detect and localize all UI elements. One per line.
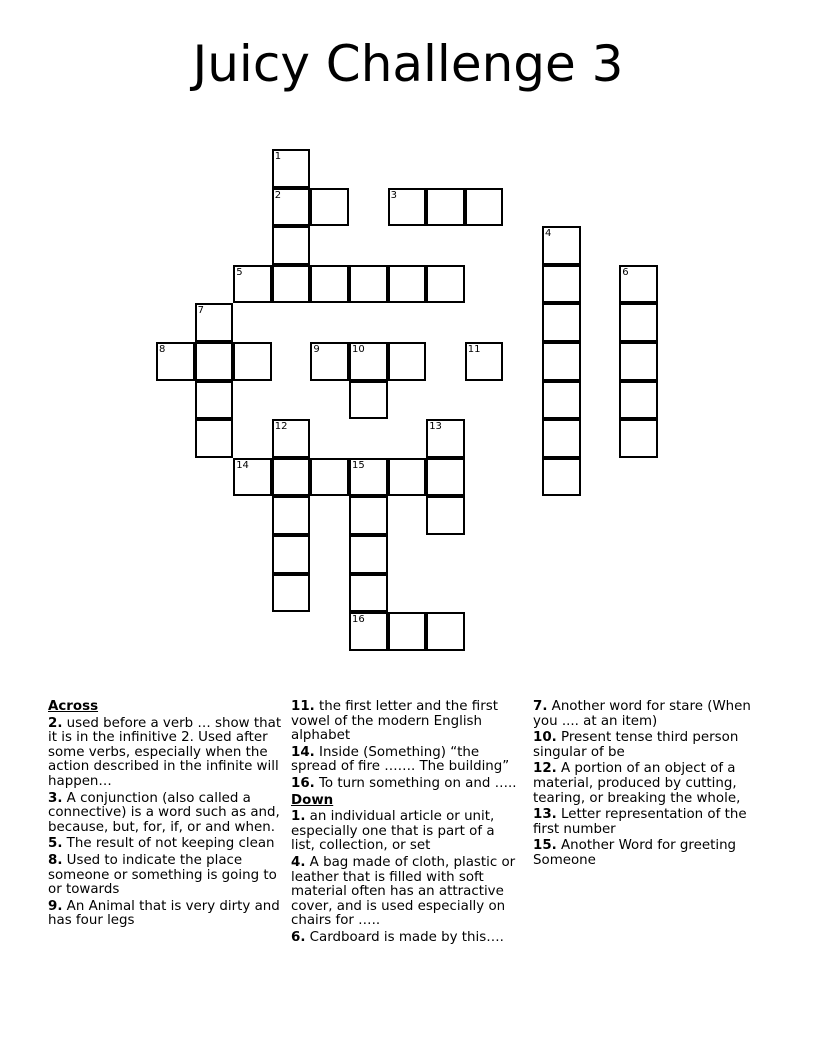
clue-column-2 [291,700,521,948]
grid-cell[interactable] [349,381,388,420]
clue-down-7[interactable] [533,700,769,729]
grid-cell[interactable] [195,381,234,420]
clue-text: an individual article or unit, especially one that is part of a list, collection, or set [291,809,495,854]
cell-number: 15 [352,459,365,471]
grid-cell[interactable] [233,458,272,497]
grid-cell[interactable] [465,342,504,381]
grid-cell[interactable] [310,342,349,381]
grid-cell[interactable] [195,303,234,342]
clue-text: Inside (Something) “the spread of fire ……. The building” [291,744,510,775]
clue-number: 6. [291,929,306,945]
grid-cell[interactable] [349,342,388,381]
clue-number: 3. [48,790,63,806]
grid-cell[interactable] [619,342,658,381]
grid-cell[interactable] [426,612,465,651]
clue-text: the first letter and the first vowel of the modern English alphabet [291,699,498,744]
clue-text: Used to indicate the place someone or something is going to or towards [48,852,277,898]
cell-number: 13 [429,421,442,433]
grid-cell[interactable] [349,574,388,613]
clue-down-6[interactable] [291,931,521,946]
clue-column-1 [48,700,284,931]
clue-text: An Animal that is very dirty and has four legs [48,898,280,929]
grid-cell[interactable] [426,188,465,227]
grid-cell[interactable] [426,265,465,304]
grid-cell[interactable] [272,458,311,497]
clue-number: 16. [291,775,315,791]
clue-text: Cardboard is made by this…. [305,929,504,945]
clue-down-10[interactable] [533,731,769,760]
clue-text: A bag made of cloth, plastic or leather that is filled with soft material often has an attractive cover, and is used especially on chairs for ….. [291,854,516,929]
clue-down-12[interactable] [533,762,769,806]
grid-cell[interactable] [349,458,388,497]
clue-across-2[interactable] [48,717,284,790]
grid-cell[interactable] [349,535,388,574]
grid-cell[interactable] [349,265,388,304]
grid-cell[interactable] [310,265,349,304]
clue-number: 2. [48,715,63,731]
clue-text: Another word for stare (When you .... at an item) [533,699,751,729]
grid-cell[interactable] [619,419,658,458]
grid-cell[interactable] [195,342,234,381]
clue-number: 15. [533,838,557,854]
grid-cell[interactable] [542,381,581,420]
grid-cell[interactable] [272,419,311,458]
clue-number: 9. [48,898,63,914]
grid-cell[interactable] [619,265,658,304]
across-heading: Across [48,699,99,714]
grid-cell[interactable] [349,496,388,535]
grid-cell[interactable] [272,496,311,535]
cell-number: 8 [159,344,166,355]
cell-number: 12 [274,421,288,433]
clue-number: 13. [533,807,557,823]
clue-text: Letter representation of the first number [533,807,747,837]
clue-text: A conjunction (also called a connective) is a word such as and, because, but, for, if, or and when. [48,790,280,835]
clue-number: 1. [291,809,306,825]
grid-cell[interactable] [619,303,658,342]
grid-cell[interactable] [195,419,234,458]
grid-cell[interactable] [272,188,311,227]
clue-text: A portion of an object of a material, produced by cutting, tearing, or breaking the whole, [533,761,741,806]
grid-cell[interactable] [272,265,311,304]
grid-cell[interactable] [233,342,272,381]
clue-across-11[interactable] [291,700,521,744]
grid-cell[interactable] [388,265,427,304]
grid-cell[interactable] [272,535,311,574]
clue-number: 11. [291,699,315,714]
grid-cell[interactable] [156,342,195,381]
grid-cell[interactable] [272,149,311,188]
cell-number: 2 [274,189,282,201]
clue-text: To turn something on and ….. [314,775,517,791]
clue-across-16[interactable] [291,777,521,792]
grid-cell[interactable] [388,342,427,381]
clue-text: Present tense third person singular of be [533,730,739,760]
cell-number: 11 [467,344,481,355]
clue-across-5[interactable] [48,837,284,852]
cell-number: 14 [236,459,249,471]
clue-number: 14. [291,744,315,760]
clue-column-3 [533,700,769,871]
clue-number: 10. [533,730,557,746]
clue-down-1[interactable] [291,810,521,854]
grid-cell[interactable] [388,612,427,651]
grid-cell[interactable] [310,458,349,497]
down-heading: Down [291,792,334,808]
clue-down-13[interactable] [533,808,769,837]
grid-cell[interactable] [233,265,272,304]
clue-down-15[interactable] [533,839,769,868]
clue-across-3[interactable] [48,792,284,836]
grid-cell[interactable] [542,458,581,497]
cell-number: 1 [274,151,282,162]
clue-number: 7. [533,699,548,714]
cell-number: 16 [352,614,365,626]
grid-cell[interactable] [426,496,465,535]
grid-cell[interactable] [542,342,581,381]
clue-text: used before a verb … show that it is in the infinitive 2. Used after some verbs, especially when the action described in the infinite will happen… [48,715,282,789]
clue-across-9[interactable] [48,900,284,929]
cell-number: 6 [622,266,629,278]
grid-cell[interactable] [542,265,581,304]
clue-number: 8. [48,852,63,868]
grid-cell[interactable] [272,574,311,613]
cell-number: 3 [390,189,397,201]
clue-text: The result of not keeping clean [62,836,275,852]
cell-number: 10 [352,344,365,355]
clue-down-4[interactable] [291,856,521,929]
clue-number: 5. [48,836,63,852]
cell-number: 9 [313,344,320,355]
cell-number: 5 [236,266,243,278]
clue-text: Another Word for greeting Someone [533,838,737,868]
grid-cell[interactable] [542,419,581,458]
grid-cell[interactable] [426,458,465,497]
grid-cell[interactable] [388,188,427,227]
clue-across-14[interactable] [291,746,521,775]
grid-cell[interactable] [542,226,581,265]
grid-cell[interactable] [426,419,465,458]
grid-cell[interactable] [388,458,427,497]
clue-number: 12. [533,761,557,777]
grid-cell[interactable] [349,612,388,651]
clue-number: 4. [291,854,306,870]
grid-cell[interactable] [310,188,349,227]
grid-cell[interactable] [619,381,658,420]
cell-number: 4 [545,228,552,240]
grid-cell[interactable] [542,303,581,342]
grid-cell[interactable] [272,226,311,265]
page-title: Juicy Challenge 3 [192,35,624,93]
grid-cell[interactable] [465,188,504,227]
cell-number: 7 [197,305,204,317]
clue-across-8[interactable] [48,854,284,898]
